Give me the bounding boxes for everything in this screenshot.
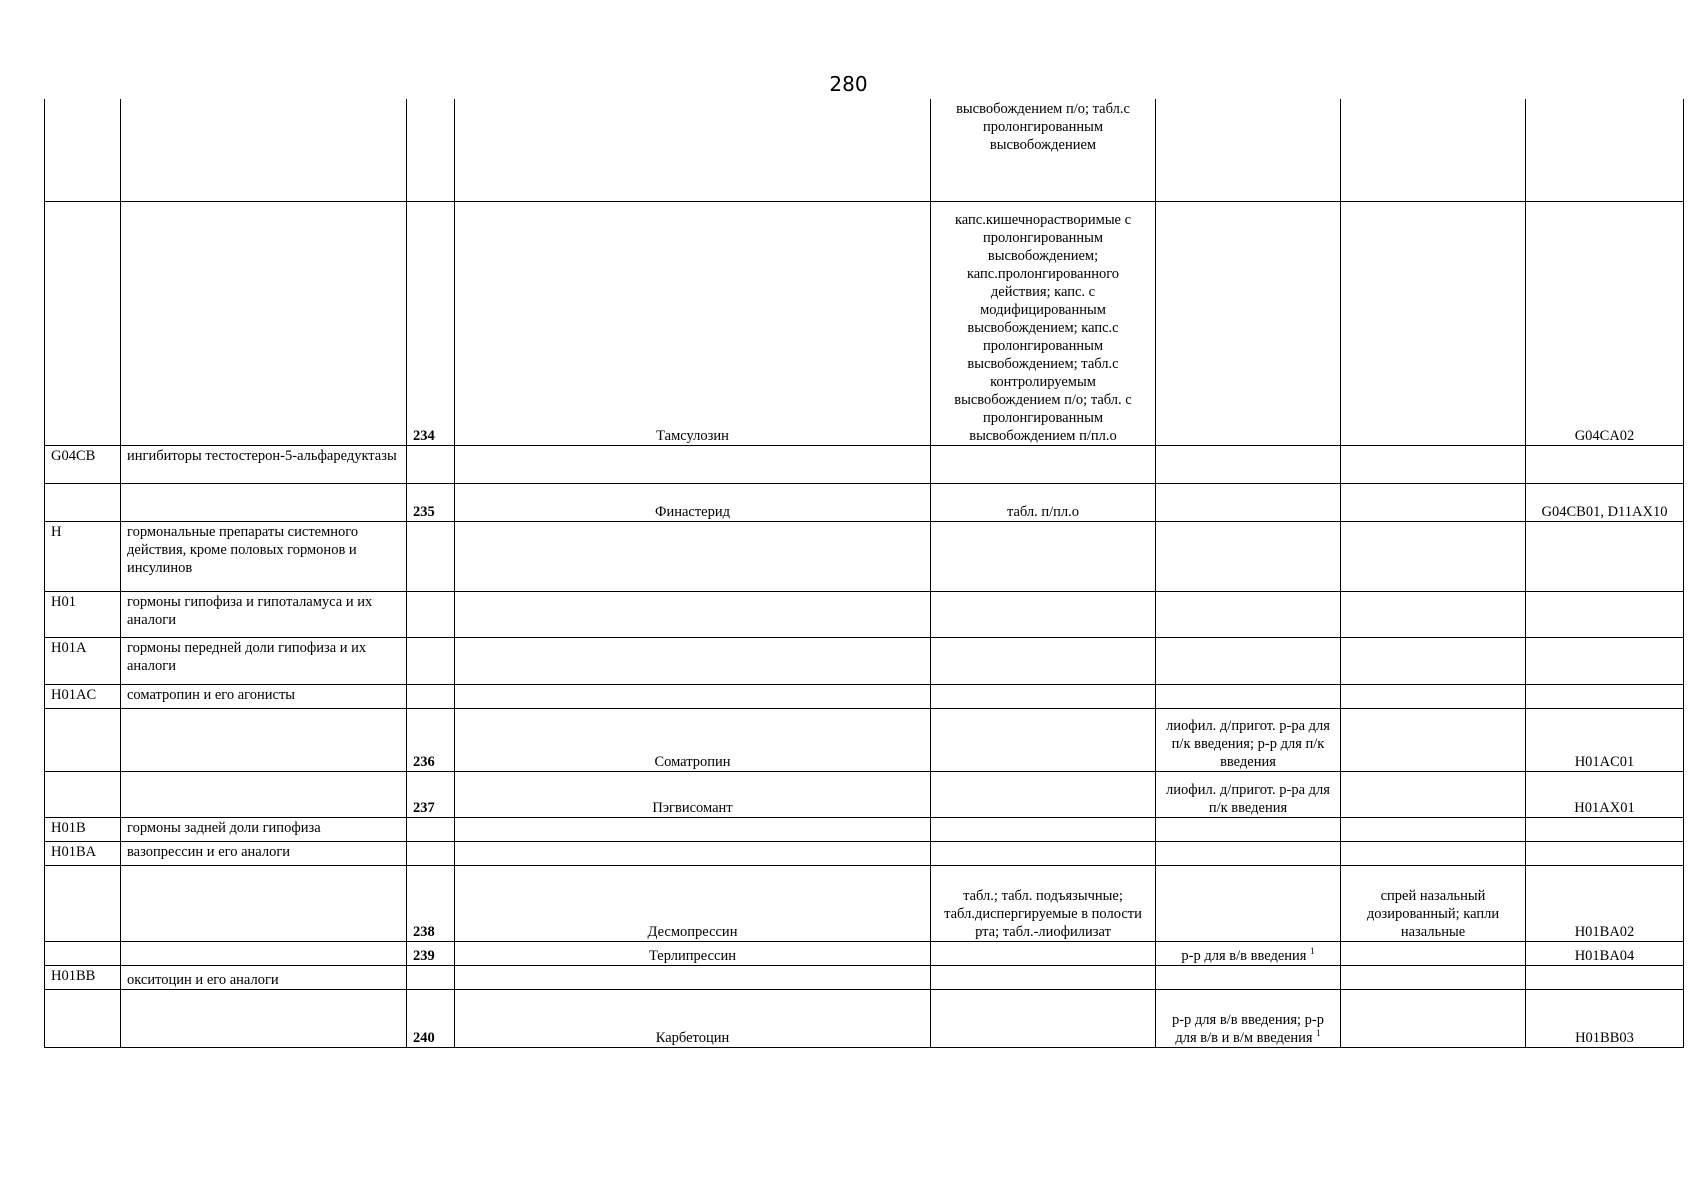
item-number: 235 <box>407 483 455 521</box>
form-text: р-р для в/в введения; р-р для в/в и в/м введения <box>1171 1011 1325 1046</box>
group-name <box>121 865 407 941</box>
table-row <box>45 708 1684 771</box>
other-forms <box>1341 771 1526 817</box>
drug-name <box>455 841 931 865</box>
injection-forms <box>1156 684 1341 708</box>
oral-forms <box>931 965 1156 989</box>
atc-group-code: H01A <box>45 637 121 684</box>
oral-forms <box>931 771 1156 817</box>
injection-forms <box>1156 637 1341 684</box>
atc-code: G04CA02 <box>1526 201 1684 445</box>
oral-forms: табл. п/пл.о <box>931 483 1156 521</box>
item-number: 240 <box>407 989 455 1047</box>
injection-forms <box>1156 941 1341 965</box>
oral-forms <box>931 817 1156 841</box>
atc-group-code <box>45 483 121 521</box>
item-number <box>407 521 455 591</box>
atc-code <box>1526 841 1684 865</box>
atc-group-code: H01BB <box>45 965 121 989</box>
atc-group-code: G04CB <box>45 445 121 483</box>
injection-forms: лиофил. д/пригот. р-ра для п/к введения <box>1156 771 1341 817</box>
atc-group-code: H01B <box>45 817 121 841</box>
other-forms <box>1341 521 1526 591</box>
oral-forms <box>931 941 1156 965</box>
table-row <box>45 771 1684 817</box>
table-row <box>45 637 1684 684</box>
atc-code <box>1526 817 1684 841</box>
group-name <box>121 941 407 965</box>
oral-forms <box>931 989 1156 1047</box>
table-row <box>45 483 1684 521</box>
group-name: гормоны задней доли гипофиза <box>121 817 407 841</box>
page-number: 280 <box>829 72 868 96</box>
injection-forms <box>1156 201 1341 445</box>
injection-forms <box>1156 521 1341 591</box>
atc-code <box>1526 965 1684 989</box>
atc-code <box>1526 684 1684 708</box>
oral-forms <box>931 591 1156 637</box>
group-name: гормональные препараты системного действия, кроме половых гормонов и инсулинов <box>121 521 407 591</box>
drug-name <box>455 817 931 841</box>
group-name: ингибиторы тестостерон-5-альфаредуктазы <box>121 445 407 483</box>
atc-group-code: H01BA <box>45 841 121 865</box>
drug-name <box>455 965 931 989</box>
item-number: 236 <box>407 708 455 771</box>
oral-forms: табл.; табл. подъязычные; табл.диспергируемые в полости рта; табл.-лиофилизат <box>931 865 1156 941</box>
item-number: 239 <box>407 941 455 965</box>
injection-forms <box>1156 817 1341 841</box>
drug-name: Финастерид <box>455 483 931 521</box>
form-text: р-р для в/в введения <box>1181 947 1307 964</box>
item-number: 238 <box>407 865 455 941</box>
oral-forms <box>931 684 1156 708</box>
drug-name: Карбетоцин <box>455 989 931 1047</box>
oral-forms <box>931 445 1156 483</box>
other-forms <box>1341 637 1526 684</box>
group-name <box>121 708 407 771</box>
injection-forms <box>1156 965 1341 989</box>
item-number <box>407 841 455 865</box>
other-forms: спрей назальный дозированный; капли назальные <box>1341 865 1526 941</box>
drug-name: Тамсулозин <box>455 201 931 445</box>
atc-code <box>1526 445 1684 483</box>
item-number <box>407 591 455 637</box>
oral-forms: капс.кишечнорастворимые с пролонгированным высвобождением; капс.пролонгированного действия; капс. с модифицированным высвобождением; капс.с пролонгированным высвобождением; табл.с контролируемым высвобождением п/о; табл. с пролонгированным высвобождением п/пл.о <box>931 201 1156 445</box>
other-forms <box>1341 965 1526 989</box>
item-number: 237 <box>407 771 455 817</box>
atc-group-code <box>45 708 121 771</box>
drug-name <box>455 591 931 637</box>
atc-group-code <box>45 771 121 817</box>
table-row <box>45 817 1684 841</box>
atc-group-code <box>45 201 121 445</box>
other-forms <box>1341 684 1526 708</box>
item-number <box>407 965 455 989</box>
item-number: 234 <box>407 201 455 445</box>
group-name <box>121 99 407 201</box>
group-name <box>121 771 407 817</box>
other-forms <box>1341 989 1526 1047</box>
drug-name: Десмопрессин <box>455 865 931 941</box>
table-row <box>45 965 1684 989</box>
injection-forms: лиофил. д/пригот. р-ра для п/к введения; р-р для п/к введения <box>1156 708 1341 771</box>
injection-forms <box>1156 483 1341 521</box>
other-forms <box>1341 841 1526 865</box>
oral-forms <box>931 637 1156 684</box>
drug-name <box>455 521 931 591</box>
atc-code <box>1526 521 1684 591</box>
atc-code: H01BA02 <box>1526 865 1684 941</box>
atc-code: H01AC01 <box>1526 708 1684 771</box>
group-name <box>121 201 407 445</box>
other-forms <box>1341 99 1526 201</box>
oral-forms <box>931 521 1156 591</box>
other-forms <box>1341 201 1526 445</box>
table-row <box>45 99 1684 201</box>
drug-name <box>455 684 931 708</box>
group-name: соматропин и его агонисты <box>121 684 407 708</box>
oral-forms <box>931 841 1156 865</box>
table-row <box>45 445 1684 483</box>
table-row <box>45 989 1684 1047</box>
atc-code: H01BB03 <box>1526 989 1684 1047</box>
atc-code: H01BA04 <box>1526 941 1684 965</box>
other-forms <box>1341 483 1526 521</box>
footnote-mark: 1 <box>1310 945 1315 956</box>
table-row <box>45 841 1684 865</box>
oral-forms: высвобождением п/о; табл.с пролонгированным высвобождением <box>931 99 1156 201</box>
atc-group-code: H01AC <box>45 684 121 708</box>
drug-name <box>455 445 931 483</box>
group-name <box>121 483 407 521</box>
injection-forms <box>1156 841 1341 865</box>
group-name: гормоны гипофиза и гипоталамуса и их аналоги <box>121 591 407 637</box>
atc-code: H01AX01 <box>1526 771 1684 817</box>
group-name <box>121 989 407 1047</box>
other-forms <box>1341 817 1526 841</box>
atc-code <box>1526 591 1684 637</box>
injection-forms <box>1156 989 1341 1047</box>
atc-code: G04CB01, D11AX10 <box>1526 483 1684 521</box>
item-number <box>407 445 455 483</box>
atc-group-code: H01 <box>45 591 121 637</box>
atc-group-code <box>45 99 121 201</box>
table-row <box>45 591 1684 637</box>
item-number <box>407 637 455 684</box>
group-name: окситоцин и его аналоги <box>121 965 407 989</box>
item-number <box>407 817 455 841</box>
footnote-mark: 1 <box>1316 1027 1321 1038</box>
table-row <box>45 521 1684 591</box>
drug-name <box>455 99 931 201</box>
atc-code <box>1526 99 1684 201</box>
injection-forms <box>1156 99 1341 201</box>
atc-code <box>1526 637 1684 684</box>
table-row <box>45 201 1684 445</box>
other-forms <box>1341 941 1526 965</box>
item-number <box>407 99 455 201</box>
drug-name <box>455 637 931 684</box>
atc-group-code <box>45 865 121 941</box>
other-forms <box>1341 708 1526 771</box>
atc-group-code <box>45 941 121 965</box>
table-row <box>45 684 1684 708</box>
item-number <box>407 684 455 708</box>
drug-list-table <box>44 99 1684 1048</box>
table-row <box>45 865 1684 941</box>
drug-name: Пэгвисомант <box>455 771 931 817</box>
other-forms <box>1341 445 1526 483</box>
group-name: вазопрессин и его аналоги <box>121 841 407 865</box>
drug-name: Соматропин <box>455 708 931 771</box>
oral-forms <box>931 708 1156 771</box>
drug-name: Терлипрессин <box>455 941 931 965</box>
injection-forms <box>1156 591 1341 637</box>
atc-group-code: H <box>45 521 121 591</box>
other-forms <box>1341 591 1526 637</box>
injection-forms <box>1156 865 1341 941</box>
table-row <box>45 941 1684 965</box>
injection-forms <box>1156 445 1341 483</box>
group-name: гормоны передней доли гипофиза и их аналоги <box>121 637 407 684</box>
atc-group-code <box>45 989 121 1047</box>
